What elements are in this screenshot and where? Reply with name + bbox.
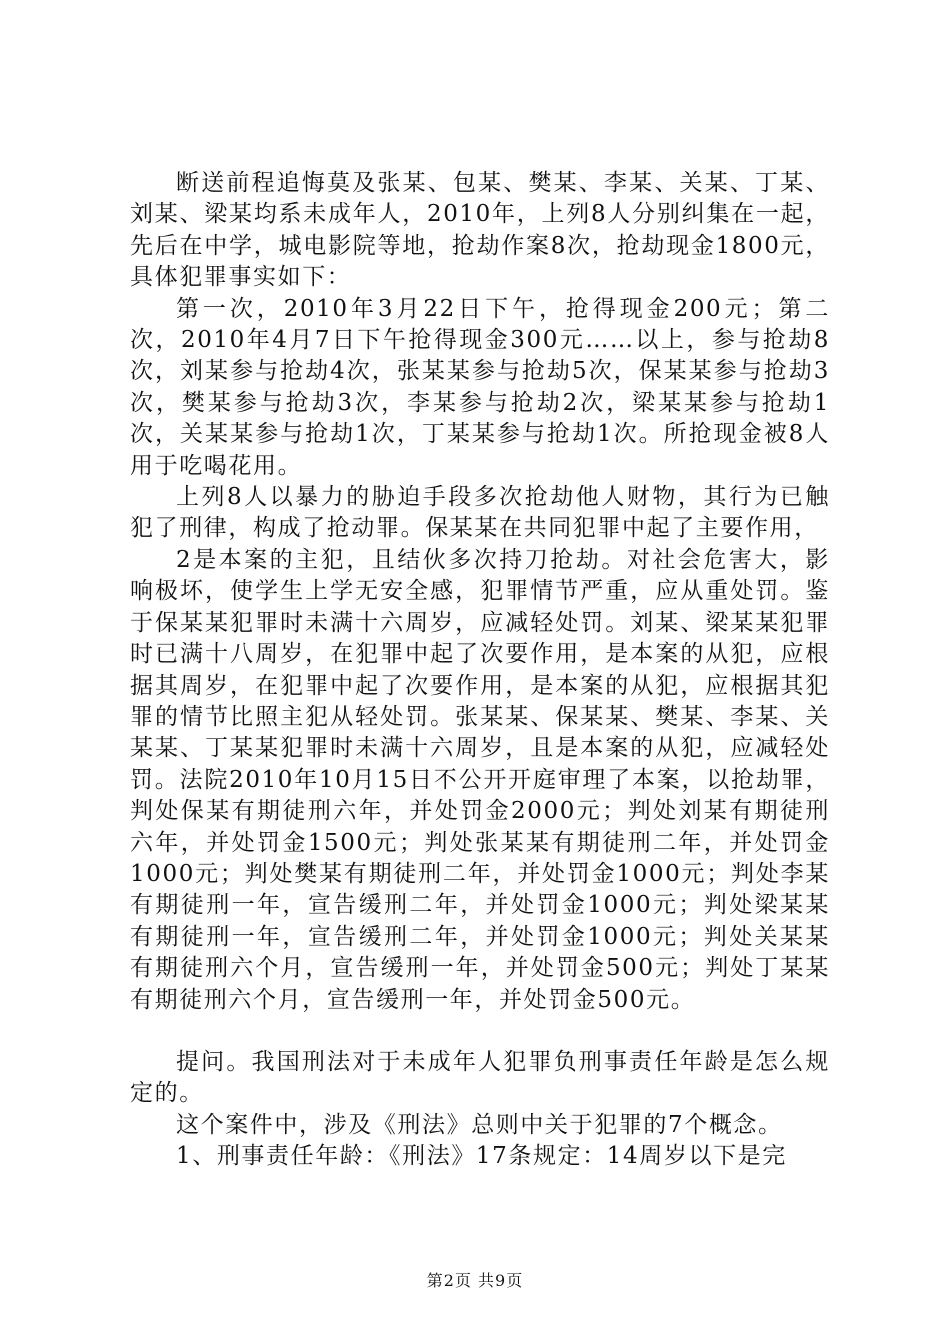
paragraph-concepts: 这个案件中，涉及《刑法》总则中关于犯罪的7个概念。 [176, 1111, 783, 1138]
document-body [130, 168, 830, 1173]
page-number-footer: 第2页 共9页 [426, 1271, 524, 1290]
paragraph-robbery-count: 第一次，2010年3月22日下午，抢得现金200元；第二次，2010年4月7日下午抢得现金300元……以上，参与抢劫8次，刘某参与抢劫4次，张某某参与抢劫5次，保某某参与抢劫3次，樊某参与抢劫3次，李某参与抢劫2次，梁某某参与抢劫1次，关某某参与抢劫1次，丁某某参与抢劫1次。所抢现金被8人用于吃喝花用。 [130, 295, 830, 479]
paragraph-question: 提问。我国刑法对于未成年人犯罪负刑事责任年龄是怎么规定的。 [130, 1048, 830, 1107]
paragraph-criminal-age: 1、刑事责任年龄：《刑法》17条规定：14周岁以下是完 [176, 1143, 787, 1170]
paragraph-case-intro: 断送前程追悔莫及张某、包某、樊某、李某、关某、丁某、刘某、梁某均系未成年人，2010年，上列8人分别纠集在一起，先后在中学，城电影院等地，抢劫作案8次，抢劫现金1800元，具体犯罪事实如下： [130, 170, 830, 291]
paragraph-sentencing: 2是本案的主犯，且结伙多次持刀抢劫。对社会危害大，影响极坏，使学生上学无安全感，犯罪情节严重，应从重处罚。鉴于保某某犯罪时未满十六周岁，应减轻处罚。刘某、梁某某犯罪时已满十八周岁，在犯罪中起了次要作用，是本案的从犯，应根据其周岁，在犯罪中起了次要作用，是本案的从犯，应根据其犯罪的情节比照主犯从轻处罚。张某某、保某某、樊某、李某、关某某、丁某某犯罪时未满十六周岁，且是本案的从犯，应减轻处罚。法院2010年10月15日不公开开庭审理了本案，以抢劫罪，判处保某有期徒刑六年，并处罚金2000元；判处刘某有期徒刑六年，并处罚金1500元；判处张某某有期徒刑二年，并处罚金1000元；判处樊某有期徒刑二年，并处罚金1000元；判处李某有期徒刑一年，宣告缓刑二年，并处罚金1000元；判处梁某某有期徒刑一年，宣告缓刑二年，并处罚金1000元；判处关某某有期徒刑六个月，宣告缓刑一年，并处罚金500元；判处丁某某有期徒刑六个月，宣告缓刑一年，并处罚金500元。 [130, 546, 830, 1013]
paragraph-crime-nature: 上列8人以暴力的胁迫手段多次抢劫他人财物，其行为已触犯了刑律，构成了抢动罪。保某某在共同犯罪中起了主要作用， [130, 484, 830, 542]
